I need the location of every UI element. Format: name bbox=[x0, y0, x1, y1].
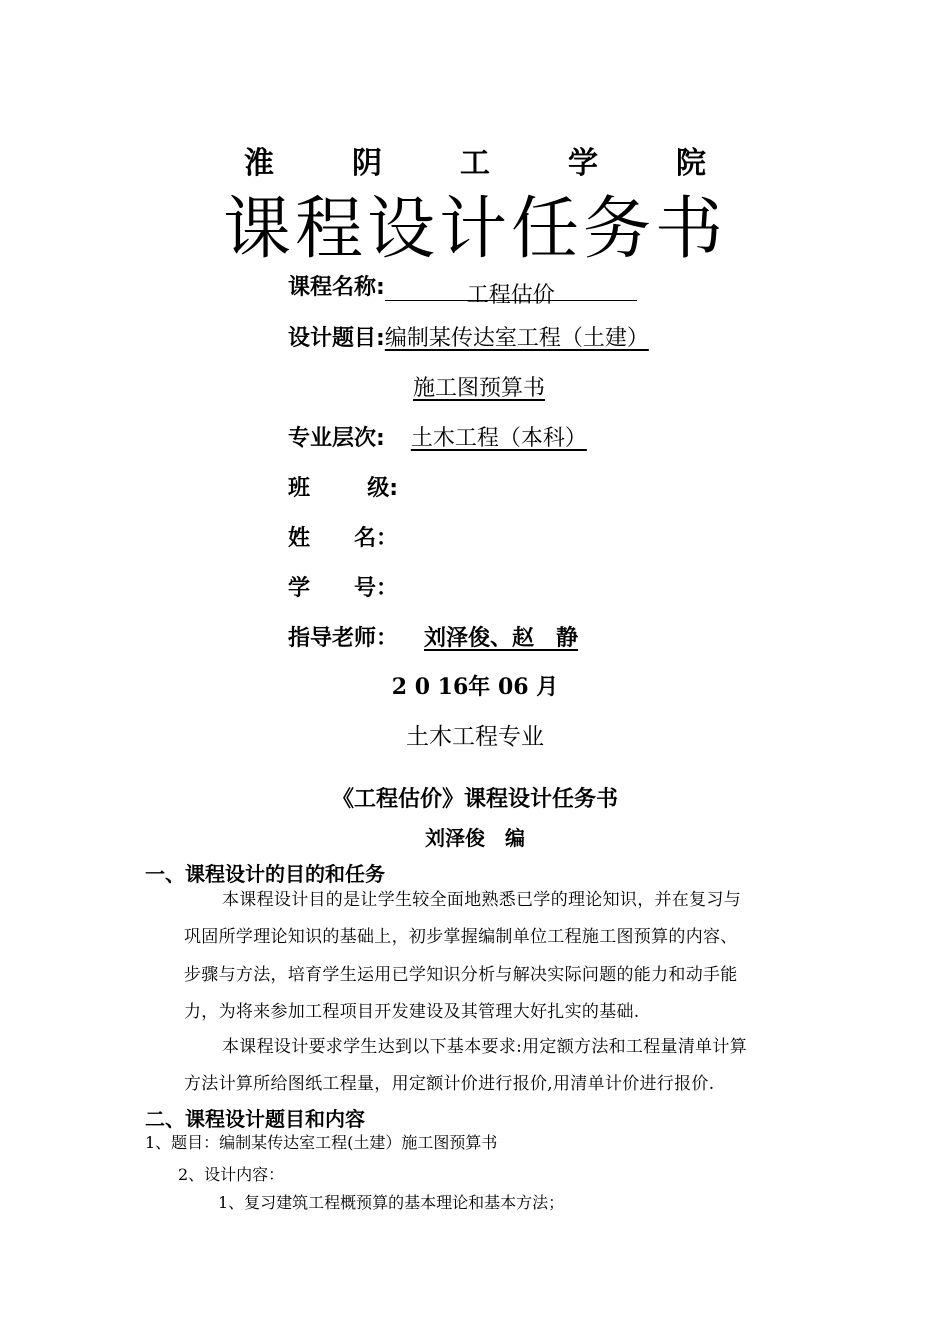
teacher-value: 刘泽俊、赵 静 bbox=[424, 626, 579, 651]
school-char: 工 bbox=[460, 146, 490, 181]
school-char: 淮 bbox=[244, 146, 274, 181]
course-name-value-wrap bbox=[385, 278, 637, 308]
section-1-paragraph-2-line-2: 方法计算所给图纸工程量，用定额计价进行报价,用清单计价进行报价. bbox=[184, 1074, 715, 1094]
student-id-row bbox=[288, 571, 398, 602]
section-2-item-2: 2、设计内容： bbox=[178, 1165, 285, 1184]
teacher-label: 指导老师： bbox=[288, 626, 399, 651]
course-name-row bbox=[288, 270, 637, 308]
student-name-row bbox=[288, 521, 398, 552]
class-label-b: 级: bbox=[367, 476, 398, 501]
section-2-item-1: 1、题目：编制某传达室工程(土建）施工图预算书 bbox=[145, 1133, 498, 1152]
editor: 刘泽俊 编 bbox=[425, 826, 525, 850]
major: 土木工程专业 bbox=[406, 724, 544, 750]
section-1-paragraph-1-line-2: 巩固所学理论知识的基础上，初步掌握编制单位工程施工图预算的内容、 bbox=[184, 927, 738, 947]
class-label-a: 班 bbox=[288, 476, 311, 501]
section-1-paragraph-1-line-3: 步骤与方法，培育学生运用已学知识分析与解决实际问题的能力和动手能 bbox=[184, 965, 738, 985]
teacher-row bbox=[288, 621, 578, 652]
date: 2 0 16年 06 月 bbox=[391, 674, 559, 700]
class-label bbox=[288, 471, 398, 502]
document-title: 课程设计任务书 bbox=[222, 190, 727, 269]
design-topic-value-1: 编制某传达室工程（土建） bbox=[384, 326, 649, 351]
course-name-value: 工程估价 bbox=[466, 283, 555, 308]
design-topic-label: 设计题目: bbox=[288, 326, 385, 351]
task-book-title: 《工程估价》课程设计任务书 bbox=[331, 787, 618, 812]
major-level-row bbox=[288, 421, 587, 452]
school-char: 院 bbox=[676, 146, 706, 181]
student-name-label-b: 名： bbox=[353, 526, 398, 551]
school-char: 学 bbox=[568, 146, 598, 181]
course-name-label: 课程名称: bbox=[288, 275, 385, 300]
section-2-item-2-1: 1、复习建筑工程概预算的基本理论和基本方法； bbox=[218, 1193, 565, 1212]
school-char: 阴 bbox=[352, 146, 382, 181]
design-topic-row bbox=[288, 321, 649, 352]
section-2-heading: 二、课程设计题目和内容 bbox=[145, 1107, 365, 1131]
class-row bbox=[288, 471, 398, 502]
design-topic-row-2 bbox=[413, 371, 545, 402]
student-id-label-a: 学 bbox=[288, 576, 311, 601]
student-name-label-a: 姓 bbox=[288, 526, 311, 551]
major-level-label: 专业层次: bbox=[288, 426, 385, 451]
section-1-paragraph-1-line-4: 力，为将来参加工程项目开发建设及其管理大好扎实的基础. bbox=[184, 1002, 640, 1022]
section-1-paragraph-1-line-1: 本课程设计目的是让学生较全面地熟悉已学的理论知识，并在复习与 bbox=[222, 890, 741, 910]
major-level-value: 土木工程（本科） bbox=[410, 426, 587, 451]
design-topic-value-2: 施工图预算书 bbox=[413, 376, 546, 401]
student-name-label bbox=[288, 521, 398, 552]
section-1-heading: 一、课程设计的目的和任务 bbox=[145, 862, 385, 886]
student-id-label-b: 号： bbox=[353, 576, 398, 601]
section-1-paragraph-2-line-1: 本课程设计要求学生达到以下基本要求:用定额方法和工程量清单计算 bbox=[222, 1037, 748, 1057]
student-id-label bbox=[288, 571, 398, 602]
